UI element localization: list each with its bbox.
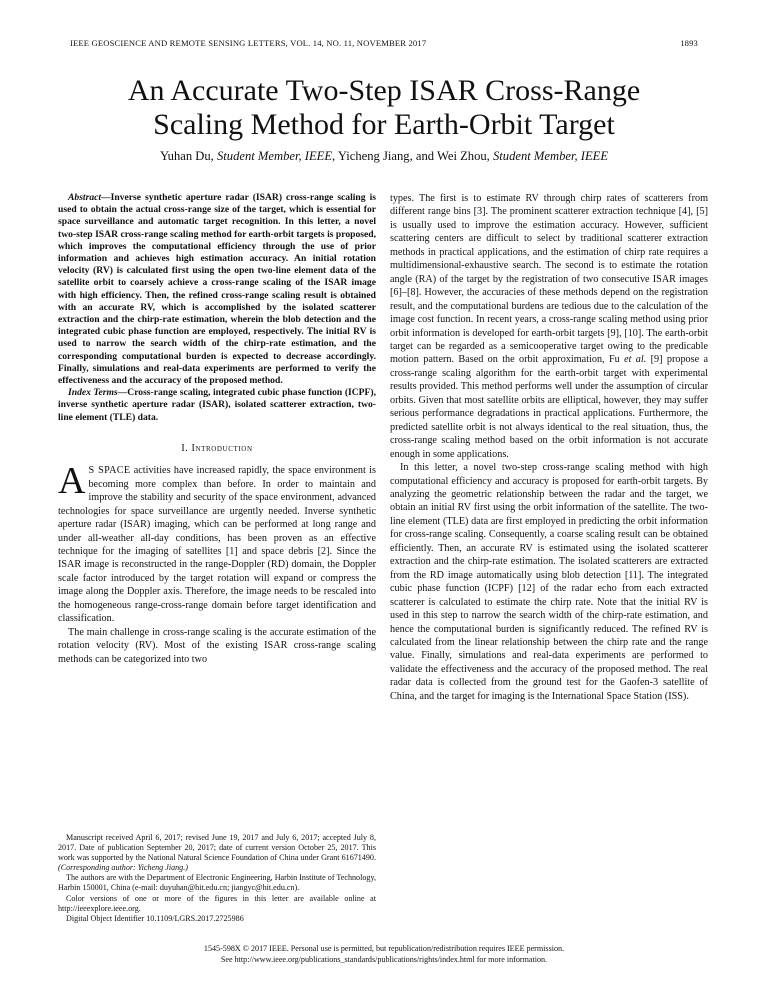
intro-paragraph-2: The main challenge in cross-range scaling is the accurate estimation of the rotation velocity (RV). Most of the existing ISAR cross-range scaling methods can be categorized into two — [58, 626, 376, 665]
title-line-1: An Accurate Two-Step ISAR Cross-Range — [127, 74, 641, 107]
copyright-notice — [60, 944, 708, 965]
copyright-line-1: 1545-598X © 2017 IEEE. Personal use is permitted, but republication/redistribution requires IEEE permission. — [203, 944, 565, 953]
section-heading-introduction — [58, 442, 376, 455]
title-line-2: Scaling Method for Earth-Orbit Target — [153, 108, 615, 141]
drop-cap: A — [58, 460, 86, 503]
intro-lead-words: S SPACE — [88, 465, 131, 477]
intro-p1-text: activities have increased rapidly, the space environment is becoming more complex than before. In order to maintain and improve the stability and security of the space environment, advanced technologies for space surveillance are urgently needed. Inverse synthetic aperture radar (ISAR) imaging, which can be performed at long range and under all-weather all-day conditions, has been proven as an effective technique for the imaging of satellites [1] and space debris [2]. Since the ISAR image is reconstructed in the range-Doppler (RD) domain, the Doppler scale factor introduced by the target rotation will expand or compress the image along the Doppler axis. Therefore, the image needs to be rescaled into the homogeneous range-cross-range domain before target identification and classification. — [58, 465, 376, 625]
author-1-name: Yuhan Du, — [159, 149, 214, 163]
abstract-dash: — — [101, 192, 111, 203]
copyright-line-2: See http://www.ieee.org/publications_standards/publications/rights/index.html for more information. — [220, 954, 548, 964]
abstract-label: Abstract — [68, 192, 102, 203]
journal-name: IEEE GEOSCIENCE AND REMOTE SENSING LETTERS, VOL. 14, NO. 11, NOVEMBER 2017 — [70, 38, 427, 48]
index-terms — [58, 387, 376, 424]
right-paragraph-1 — [390, 192, 708, 461]
right-p1-start: types. The first is to estimate RV through chirp rates of scatterers from different range bins [3]. The prominent scatterer extraction technique [4], [5] is usually used to improve the estimation accuracy. However, sufficient scattering centers are difficult to select by traditional scatterer extraction methods in practical applications, and the estimation of chirp rate requires a multidimensional-exhaustive search. The second is to estimate the rotation angle (RA) of the target by the registration of two consecutive ISAR images [6]–[8]. However, the accuracies of these methods depend on the registration result, and the computational burdens are tedious due to the calculation of the image cost function. In recent years, a cross-range scaling method using prior orbit information is developed for earth-orbit targets [9], [10]. The earth-orbit target can be regarded as a semicooperative target owing to the predicable motion pattern. Based on the orbit approximation, Fu — [390, 193, 708, 366]
footnote-doi: Digital Object Identifier 10.1109/LGRS.2017.2725986 — [66, 913, 244, 923]
section-title: Introduction — [191, 442, 253, 454]
footnote-manuscript — [58, 833, 376, 873]
index-terms-label: Index Terms — [68, 387, 118, 399]
right-column — [390, 192, 708, 703]
running-header — [70, 38, 698, 52]
section-number: I. — [181, 442, 192, 454]
et-al: et al. — [624, 354, 647, 366]
footnote-manuscript-text: Manuscript received April 6, 2017; revised June 19, 2017 and July 6, 2017; accepted July 8, 2017. Date of publication September 20, 2017; date of current version October 25, 2017. This work was supported by the National Natural Science Foundation of China under Grant 61671490. — [58, 833, 376, 863]
footnote-affiliation: The authors are with the Department of Electronic Engineering, Harbin Institute of Technology, Harbin 150001, China (e-mail: duyuhan@hit.edu.cn; jiangyc@hit.edu.cn). — [58, 873, 376, 893]
left-column — [58, 192, 376, 666]
footnote-corresponding-author: (Corresponding author: Yicheng Jiang.) — [58, 863, 188, 873]
footnote-color-versions: Color versions of one or more of the figures in this letter are available online at http://ieeexplore.ieee.org. — [58, 893, 376, 913]
author-2-3-names: , Yicheng Jiang, and Wei Zhou, — [332, 149, 490, 163]
abstract-text: Inverse synthetic aperture radar (ISAR) cross-range scaling is used to obtain the actual cross-range size of the target, which is essential for space surveillance and automatic target recognition. In this letter, a novel two-step ISAR cross-range scaling method for earth-orbit targets is proposed, which improves the computational efficiency through the use of prior information and achieves high estimation accuracy. An initial rotation velocity (RV) is calculated first using the open two-line element data of the satellite orbit to coarsely achieve a cross-range scaling of the ISAR image with high efficiency. Then, the refined cross-range scaling result is obtained with an accurate RV, which is accomplished by the isolated scatterer extraction and the chirp-rate estimation, wherein the blob detection and the integrated cubic phase function are employed, respectively. The initial RV is used to narrow the search width of the chirp-rate estimation, and the corresponding computational burden is expected to decrease accordingly. Finally, simulations and real-data experiments are performed to verify the effectiveness and the accuracy of the proposed method. — [58, 192, 376, 387]
abstract — [58, 192, 376, 387]
page-number: 1893 — [680, 38, 698, 48]
right-p1-end: [9] propose a cross-range scaling algorithm for the earth-orbit target with experimental results provided. This method performs well under the assumption of circular orbits. Given that most satellite orbits are elliptical, however, they may suffer serious performance degradations in practical applications. Furthermore, the predicted satellite orbit is not always identical to the real situation, thus, the cross-range scaling method based on the orbit information is not accurate enough in some applications. — [390, 354, 708, 460]
right-paragraph-2: In this letter, a novel two-step cross-range scaling method with high computational efficiency and accuracy is proposed for earth-orbit targets. By analyzing the geometric relationship between the radar and the target, we obtain an initial RV first using the orbit information of the satellite. The two-line element (TLE) data are first employed in predicting the orbit information for cross-range scaling. Consequently, a coarse scaling result can be obtained efficiently. Then, an accurate RV is estimated using the isolated scatterer extraction and the chirp-rate estimation. The isolated scatterers are extracted from the RD image automatically using blob detection [11]. The integrated cubic phase function (ICPF) [12] of the radar echo from each extracted scatterer is calculated to estimate the chirp rate. Note that the initial RV is used in this step to narrow the search width of the chirp-rate estimation, and hence the computational burden is significantly reduced. The refined RV is calculated from the linear relationship between the chirp rate and the range value. Finally, simulations and real-data experiments are performed to validate the effectiveness and the accuracy of the proposed method. The real radar data is collected from the ground test for the Gaofen-3 satellite of China, and the target for imaging is the International Space Station (ISS). — [390, 462, 708, 702]
index-terms-dash: — — [117, 387, 128, 399]
author-1-membership: Student Member, IEEE — [216, 149, 333, 163]
intro-paragraph-1 — [58, 460, 376, 625]
author-list — [60, 148, 708, 164]
footnotes — [58, 833, 376, 924]
paper-title — [60, 74, 708, 142]
author-3-membership: Student Member, IEEE — [492, 149, 609, 163]
index-terms-text: Cross-range scaling, integrated cubic phase function (ICPF), inverse synthetic aperture radar (ISAR), isolated scatterer extraction, two-line element (TLE) data. — [58, 387, 376, 423]
